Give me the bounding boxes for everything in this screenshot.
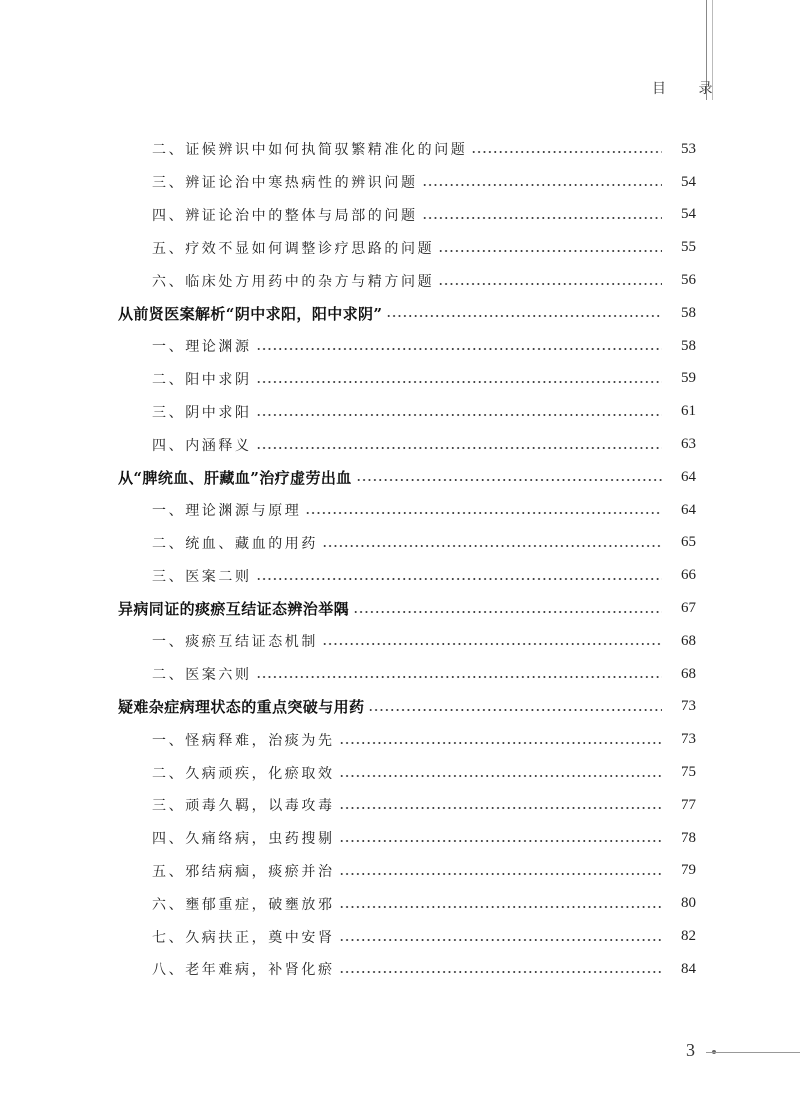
dot-leader	[422, 184, 662, 186]
toc-section-entry[interactable]	[118, 231, 696, 264]
toc-entry-page: 79	[681, 862, 696, 879]
toc-entry-page: 67	[681, 600, 696, 617]
toc-chapter-entry[interactable]	[118, 691, 696, 724]
toc-section-entry[interactable]	[118, 494, 696, 527]
dot-leader	[339, 971, 662, 973]
toc-section-entry[interactable]	[118, 953, 696, 986]
toc-section-entry[interactable]	[118, 658, 696, 691]
dot-leader	[339, 807, 662, 809]
dot-leader	[339, 939, 662, 941]
toc-entry-page: 77	[681, 796, 696, 813]
toc-entry-page: 80	[681, 895, 696, 912]
toc-entry-page: 58	[681, 304, 696, 321]
toc-entry-title: 疑难杂症病理状态的重点突破与用药	[118, 698, 365, 717]
toc-entry-page: 53	[681, 140, 696, 157]
page-number: 3	[686, 1040, 695, 1060]
toc-section-entry[interactable]	[118, 887, 696, 920]
dot-leader	[356, 479, 662, 481]
running-header: 目 录	[652, 81, 727, 97]
dot-leader	[438, 283, 662, 285]
dot-leader	[339, 742, 662, 744]
toc-entry-page: 61	[681, 403, 696, 420]
toc-entry-page: 78	[681, 829, 696, 846]
toc-entry-title: 七、久病扶正，奠中安肾	[152, 929, 335, 946]
dot-leader	[471, 151, 662, 153]
toc-entry-page: 54	[681, 173, 696, 190]
dot-leader	[322, 545, 662, 547]
toc-entry-title: 六、临床处方用药中的杂方与精方问题	[152, 273, 435, 290]
toc-entry-page: 64	[681, 468, 696, 485]
toc-entry-title: 四、辨证论治中的整体与局部的问题	[152, 207, 418, 224]
footer-rule	[706, 1052, 800, 1053]
dot-leader	[305, 512, 662, 514]
toc-section-entry[interactable]	[118, 625, 696, 658]
dot-leader	[256, 578, 662, 580]
toc-section-entry[interactable]	[118, 723, 696, 756]
toc-entry-page: 55	[681, 239, 696, 256]
toc-entry-page: 63	[681, 436, 696, 453]
toc-entry-page: 68	[681, 632, 696, 649]
toc-section-entry[interactable]	[118, 166, 696, 199]
dot-leader	[386, 315, 662, 317]
toc-entry-title: 六、壅郁重症，破壅放邪	[152, 896, 335, 913]
toc-entry-page: 75	[681, 764, 696, 781]
toc-entry-page: 68	[681, 665, 696, 682]
dot-leader	[256, 676, 662, 678]
dot-leader	[256, 447, 662, 449]
toc-section-entry[interactable]	[118, 199, 696, 232]
toc-entry-title: 二、阳中求阴	[152, 371, 252, 388]
toc-section-entry[interactable]	[118, 363, 696, 396]
toc-entry-title: 一、理论渊源与原理	[152, 503, 302, 520]
toc-section-entry[interactable]	[118, 527, 696, 560]
toc-entry-title: 三、辨证论治中寒热病性的辨识问题	[152, 175, 418, 192]
toc-entry-title: 从前贤医案解析“阴中求阳，阳中求阴”	[118, 304, 383, 323]
toc-entry-page: 82	[681, 928, 696, 945]
toc-section-entry[interactable]	[118, 330, 696, 363]
toc-entry-page: 56	[681, 272, 696, 289]
toc-entry-title: 四、内涵释义	[152, 437, 252, 454]
toc-entry-title: 一、理论渊源	[152, 339, 252, 356]
toc-entry-title: 异病同证的痰瘀互结证态辨治举隅	[118, 600, 350, 619]
toc-chapter-entry[interactable]	[118, 461, 696, 494]
dot-leader	[438, 250, 662, 252]
toc-entry-title: 四、久痛络病，虫药搜剔	[152, 831, 335, 848]
toc-entry-title: 五、疗效不显如何调整诊疗思路的问题	[152, 240, 435, 257]
toc-section-entry[interactable]	[118, 395, 696, 428]
toc-entry-page: 59	[681, 370, 696, 387]
toc-entry-title: 三、阴中求阳	[152, 404, 252, 421]
dot-leader	[339, 840, 662, 842]
dot-leader	[322, 643, 662, 645]
dot-leader	[339, 873, 662, 875]
toc-entry-title: 三、医案二则	[152, 568, 252, 585]
dot-leader	[368, 709, 662, 711]
toc-chapter-entry[interactable]	[118, 297, 696, 330]
dot-leader	[256, 381, 662, 383]
toc-section-entry[interactable]	[118, 428, 696, 461]
toc-section-entry[interactable]	[118, 756, 696, 789]
toc-section-entry[interactable]	[118, 789, 696, 822]
toc-entry-title: 二、统血、藏血的用药	[152, 535, 318, 552]
dot-leader	[256, 414, 662, 416]
toc-entry-title: 二、证候辨识中如何执简驭繁精准化的问题	[152, 142, 468, 159]
toc-entry-title: 二、医案六则	[152, 667, 252, 684]
toc-section-entry[interactable]	[118, 559, 696, 592]
dot-leader	[339, 906, 662, 908]
toc-entry-page: 54	[681, 206, 696, 223]
toc-entry-title: 一、怪病释难，治痰为先	[152, 732, 335, 749]
dot-leader	[256, 348, 662, 350]
table-of-contents	[118, 133, 696, 986]
toc-entry-title: 三、顽毒久羁，以毒攻毒	[152, 798, 335, 815]
toc-entry-title: 一、痰瘀互结证态机制	[152, 634, 318, 651]
toc-section-entry[interactable]	[118, 920, 696, 953]
dot-leader	[422, 217, 662, 219]
toc-section-entry[interactable]	[118, 822, 696, 855]
toc-entry-page: 66	[681, 567, 696, 584]
toc-section-entry[interactable]	[118, 133, 696, 166]
toc-section-entry[interactable]	[118, 855, 696, 888]
toc-entry-page: 73	[681, 731, 696, 748]
toc-entry-page: 58	[681, 337, 696, 354]
toc-entry-title: 从“脾统血、肝藏血”治疗虚劳出血	[118, 468, 352, 487]
toc-chapter-entry[interactable]	[118, 592, 696, 625]
toc-entry-page: 84	[681, 960, 696, 977]
toc-section-entry[interactable]	[118, 264, 696, 297]
dot-leader	[339, 775, 662, 777]
toc-entry-page: 64	[681, 501, 696, 518]
toc-entry-page: 65	[681, 534, 696, 551]
toc-entry-title: 八、老年难病，补肾化瘀	[152, 962, 335, 979]
toc-entry-title: 五、邪结病痼，痰瘀并治	[152, 863, 335, 880]
toc-entry-page: 73	[681, 698, 696, 715]
dot-leader	[353, 611, 662, 613]
toc-entry-title: 二、久病顽疾，化瘀取效	[152, 765, 335, 782]
